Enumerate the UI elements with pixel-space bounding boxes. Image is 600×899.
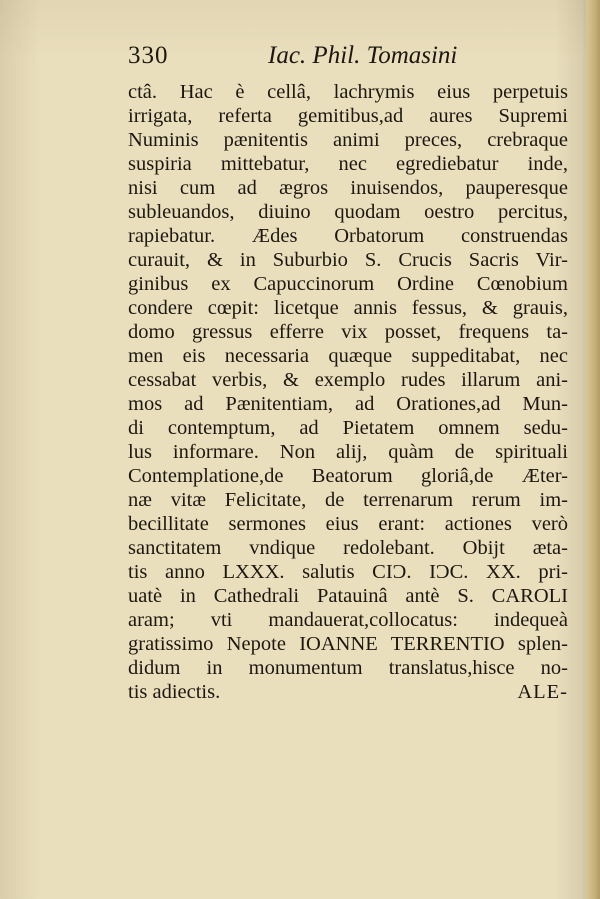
text-line: gratissimo Nepote IOANNE TERRENTIO splen- (128, 633, 568, 655)
text-line: sanctitatem vndique redolebant. Obijt æta- (128, 537, 568, 559)
text-line: nisi cum ad ægros inuisendos, pauperesque (128, 177, 568, 199)
text-line: suspiria mittebatur, nec egrediebatur inde, (128, 153, 568, 175)
text-line: subleuandos, diuino quodam oestro percitus, (128, 201, 568, 223)
text-line: rapiebatur. Ædes Orbatorum construendas (128, 225, 568, 247)
page-header (128, 42, 568, 76)
text-line: tis adiectis. (128, 681, 221, 703)
page-number: 330 (128, 42, 169, 69)
text-line: curauit, & in Suburbio S. Crucis Sacris Vir- (128, 249, 568, 271)
text-line: Numinis pænitentis animi preces, crebraque (128, 129, 568, 151)
text-line: Contemplatione,de Beatorum gloriâ,de Æter- (128, 465, 568, 487)
text-line: aram; vti mandauerat,collocatus: indequeà (128, 609, 568, 631)
text-line: ctâ. Hac è cellâ, lachrymis eius perpetuis (128, 81, 568, 103)
page-edge-shadow (586, 0, 600, 899)
text-line: mos ad Pænitentiam, ad Orationes,ad Mun- (128, 393, 568, 415)
text-line: cessabat verbis, & exemplo rudes illarum ani- (128, 369, 568, 391)
text-line: uatè in Cathedrali Patauinâ antè S. CAROLI (128, 585, 568, 607)
last-line-row (128, 680, 568, 704)
text-line: men eis necessaria quæque suppeditabat, nec (128, 345, 568, 367)
text-line: becillitate sermones eius erant: actiones verò (128, 513, 568, 535)
text-line: di contemptum, ad Pietatem omnem sedu- (128, 417, 568, 439)
text-line: tis anno LXXX. salutis CIƆ. IƆC. XX. pri- (128, 561, 568, 583)
text-line: irrigata, referta gemitibus,ad aures Supremi (128, 105, 568, 127)
text-line: lus informare. Non alij, quàm de spirituali (128, 441, 568, 463)
running-head: Iac. Phil. Tomasini (268, 42, 458, 69)
text-line: næ vitæ Felicitate, de terrenarum rerum im- (128, 489, 568, 511)
text-line: ginibus ex Capuccinorum Ordine Cœnobium (128, 273, 568, 295)
text-line: didum in monumentum translatus,hisce no- (128, 657, 568, 679)
text-line: domo gressus efferre vix posset, frequens ta- (128, 321, 568, 343)
text-line: condere cœpit: licetque annis fessus, & grauis, (128, 297, 568, 319)
catchword: ALE- (517, 681, 568, 703)
body-text (128, 80, 568, 704)
